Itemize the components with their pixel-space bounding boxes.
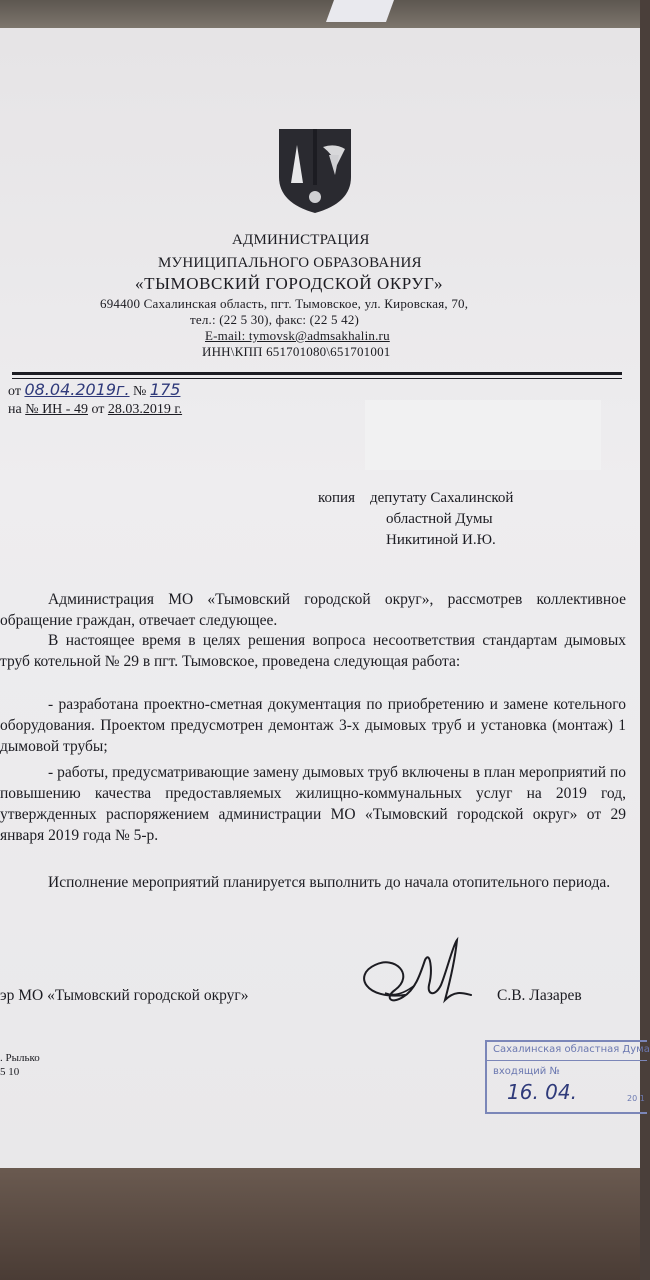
outgoing-number: 175 [149,380,181,399]
ref-number: № ИН - 49 [25,402,88,417]
paragraph-5: Исполнение мероприятий планируется выполнить до начала отопительного периода. [48,874,611,891]
letterhead-line-3: «ТЫМОВСКИЙ ГОРОДСКОЙ ОКРУГ» [135,274,444,293]
paragraph-4: - работы, предусматривающие замену дымовых труб включены в план мероприятий по повышению качества предоставляемых жилищно-коммунальных услуг на 2019 год, утвержденных распоряжением администрации МО «Тымовский городской округ» от 29 января 2019 года № 5-р. [0,764,626,844]
reference-registration [8,402,182,418]
signatory-name: С.В. Лазарев [497,987,582,1004]
ref-label: на [8,402,22,417]
letterhead-line-1: АДМИНИСТРАЦИЯ [232,232,370,248]
letterhead-line-2: МУНИЦИПАЛЬНОГО ОБРАЗОВАНИЯ [158,255,422,271]
addressee-line-2: областной Думы [386,511,493,527]
incoming-stamp [485,1040,650,1114]
letterhead-address: 694400 Сахалинская область, пгт. Тымовское, ул. Кировская, 70, [100,296,469,311]
executor-name: . Рылько [0,1052,40,1064]
paragraph-3: - разработана проектно-сметная документация по приобретению и замене котельного оборудования. Проектом предусмотрен демонтаж 3-х дымовых труб и установка (монтаж) 1 дымовой трубы; [0,696,626,755]
signatory-role: эр МО «Тымовский городской округ» [0,987,249,1004]
addressee-line-1: депутату Сахалинской [370,490,514,506]
stamp-year: 20 1 [627,1094,645,1103]
stamp-org: Сахалинская областная Дума [493,1044,650,1055]
ref-from-label: от [91,402,105,417]
coat-of-arms-icon [275,125,355,215]
handwritten-signature [345,935,475,1020]
paragraph-1: Администрация МО «Тымовский городской округ», рассмотрев коллективное обращение граждан, отвечает следующее. [0,591,626,629]
letterhead-phone: тел.: (22 5 30), факс: (22 5 42) [190,312,360,327]
number-label: № [133,384,147,399]
header-rule-thick [12,372,622,375]
from-label: от [8,384,21,399]
copy-label: копия [318,490,355,506]
outgoing-date: 08.04.2019г. [24,380,130,399]
paragraph-2: В настоящее время в целях решения вопроса несоответствия стандартам дымовых труб котельной № 29 в пгт. Тымовское, проведена следующая работа: [0,632,626,670]
outgoing-registration [8,380,180,400]
header-rule-thin [12,378,622,379]
redacted-area [365,400,601,470]
letterhead-inn: ИНН\КПП 651701080\651701001 [202,344,391,359]
addressee-line-3: Никитиной И.Ю. [386,532,496,548]
paper-corner [326,0,394,22]
ref-date: 28.03.2019 г. [107,402,183,417]
stamp-date: 16. 04. [507,1080,577,1104]
stamp-divider [487,1060,647,1061]
letterhead-email: E-mail: tymovsk@admsakhalin.ru [205,328,390,343]
stamp-incoming-label: входящий № [493,1066,560,1077]
desk-background-bottom [0,1168,640,1280]
executor-phone: 5 10 [0,1066,20,1078]
